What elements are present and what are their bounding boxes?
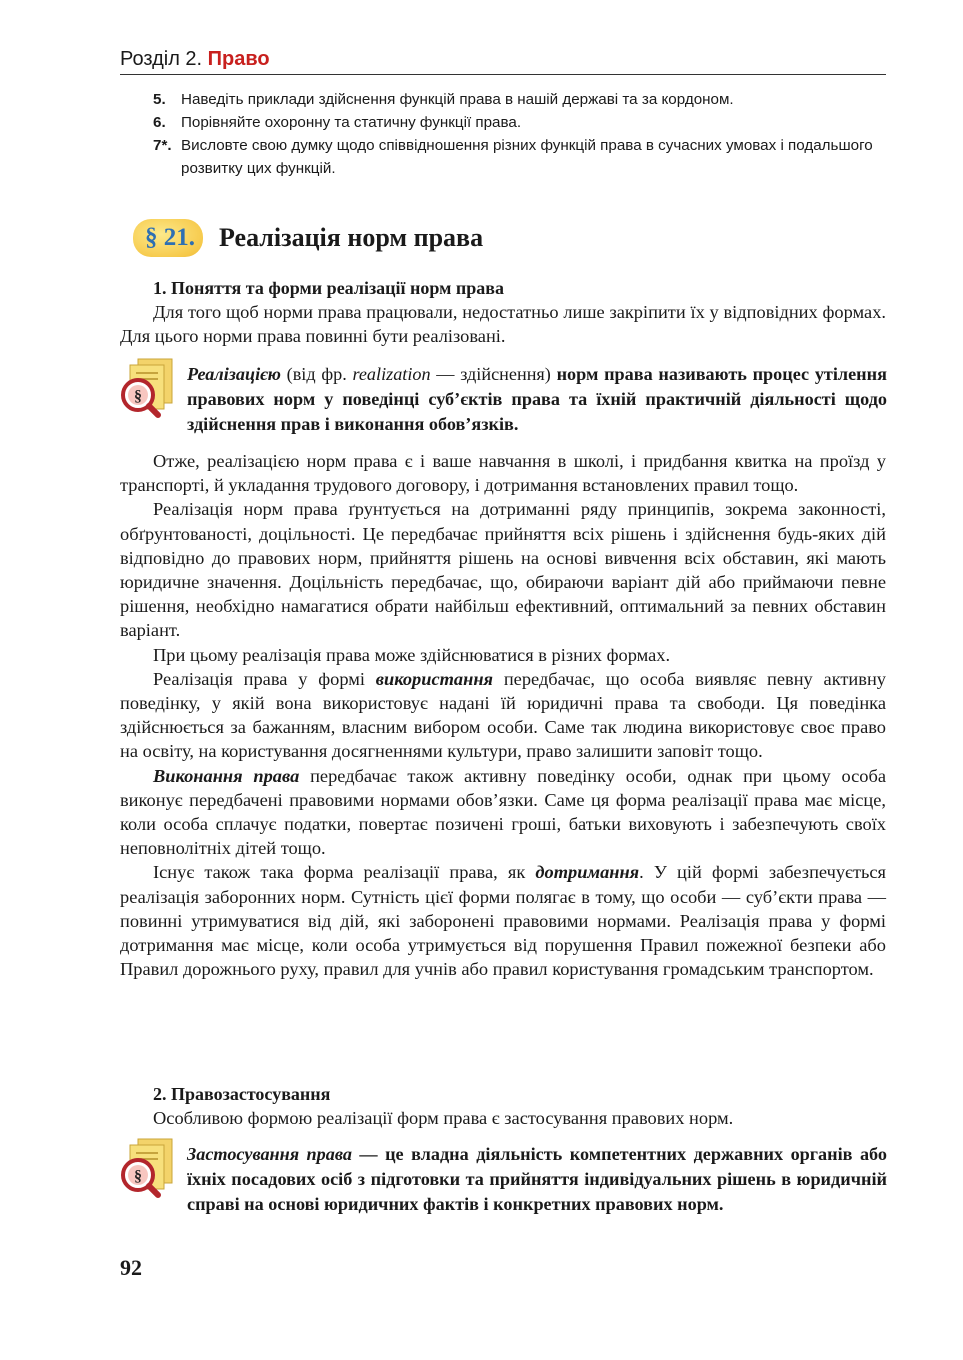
question-text: Наведіть приклади здійснення функцій права в нашій державі та за кордоном. — [181, 91, 734, 108]
law-document-icon — [118, 1137, 176, 1199]
question-item — [153, 111, 893, 134]
paragraph: При цьому реалізація права може здійснюватися в різних формах. — [153, 644, 671, 665]
definition-term: Реалізацією — [187, 364, 281, 384]
intro-paragraph-2: Особливою формою реалізації форм права є застосування правових норм. — [153, 1108, 734, 1128]
header-section: Розділ 2. — [120, 48, 203, 70]
paragraph-execution — [120, 764, 886, 861]
paragraph-compliance — [120, 860, 886, 981]
definition-realization — [187, 362, 887, 437]
section-heading: Реалізація норм права — [219, 223, 484, 252]
subheading-2: 2. Правозастосування — [153, 1084, 331, 1104]
definition-foreign-word: realization — [352, 364, 431, 384]
question-number: 5. — [153, 91, 166, 108]
definition-text: норм права називають процес утілення правових норм у поведінці суб’єктів права та їхній практичній діяльності щодо здійснення прав і виконання обов’язків. — [187, 364, 887, 434]
body-text — [120, 449, 886, 981]
definition-term: Застосування права — [187, 1144, 352, 1164]
question-item — [153, 88, 893, 111]
subheading-1: 1. Поняття та форми реалізації норм права — [153, 278, 505, 298]
running-header — [120, 44, 886, 75]
text-run: . У цій формі забезпечується реалізація заборонних норм. Сутність цієї форми полягає в тому, що особи — суб’єкти права — повинні утримуватися від дій, які заборонені правовими нормами. Реалізація права у формі дотримання має місце, коли особа утримується від порушення Правил пожежної безпеки або Правил дорожнього руху, правил для учнів або правил користування громадським транспортом. — [120, 862, 886, 980]
page-number: 92 — [120, 1255, 142, 1280]
term-usage: використання — [375, 668, 494, 689]
question-item — [153, 134, 893, 180]
text-run: Існує також така форма реалізації права, як — [153, 862, 536, 883]
paragraph-sign: § — [134, 388, 142, 405]
header-title: Право — [207, 48, 270, 70]
intro-paragraph: Для того щоб норми права працювали, недостатньо лише закріпити їх у відповідних формах. Для цього норми права повинні бути реалізовані. — [120, 302, 886, 347]
definition-paren-rest: — здійснення) — [430, 364, 557, 384]
question-number: 6. — [153, 114, 166, 131]
paragraph-sign: § — [134, 1168, 142, 1185]
paragraph: Отже, реалізацією норм права є і ваше навчання в школі, і придбання квитка на проїзд у транспорті, й укладання трудового договору, і дотримання встановлених правил тощо. — [120, 451, 886, 496]
question-list — [153, 88, 893, 180]
term-execution: Виконання права — [153, 765, 300, 786]
text-run: Реалізація права у формі — [153, 668, 376, 689]
text-run: передбачає, що особа виявляє певну активну поведінку, у якій вона використовує надані їй юридичні права та свободи. Ця поведінка здійснюється за бажанням, власним вибором особи. Саме так людина використовує своє право на освіту, на користування досягненнями культури, право залишити заповіт тощо. — [120, 668, 886, 762]
question-number: 7*. — [153, 137, 172, 154]
text-run: передбачає також активну поведінку особи, однак при цьому особа виконує передбачені правовими нормами обов’язки. Саме ця форма реалізації права має місце, коли особа сплачує податки, повертає позичені гроші, батьки виховують і забезпечують своїх неповнолітніх дітей тощо. — [120, 765, 886, 859]
question-text: Висловте свою думку щодо співвідношення різних функцій права в сучасних умовах і подальшого розвитку цих функцій. — [181, 137, 873, 177]
definition-application — [187, 1142, 887, 1217]
term-compliance: дотримання — [535, 862, 640, 883]
law-document-icon — [118, 357, 176, 419]
section-title — [133, 218, 483, 258]
question-text: Порівняйте охоронну та статичну функції права. — [181, 114, 522, 131]
definition-paren: (від фр. — [280, 364, 353, 384]
definition-text: — це владна діяльність компетентних державних органів або їхніх посадових осіб з підготовки та прийняття індивідуальних рішень в юридичній справі на основі юридичних фактів і конкретних правових норм. — [187, 1144, 887, 1214]
paragraph-usage — [120, 667, 886, 764]
paragraph: Реалізація норм права ґрунтується на дотриманні ряду принципів, зокрема законності, обґрунтованості, доцільності. Це передбачає прийняття всіх рішень і здійснення будь-яких дій відповідно до правових норм, прийняття рішень на основі вивчення всіх обставин, які мають юридичне значення. Доцільність передбачає, що, обираючи варіант дій або приймаючи певне рішення, необхідно намагатися обрати найбільш ефективний, оптимальний за певних обставин варіант. — [120, 499, 886, 641]
section-badge: § 21. — [133, 219, 203, 257]
